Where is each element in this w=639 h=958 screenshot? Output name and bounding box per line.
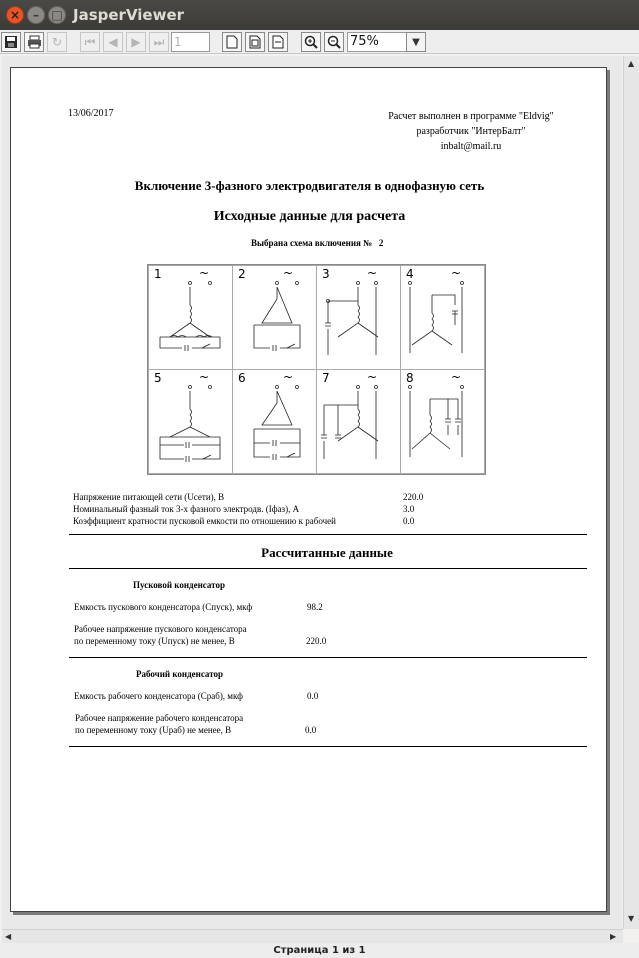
calc-heading: Рассчитанные данные [261,545,393,560]
minimize-window-button[interactable]: – [27,6,45,24]
scheme-2-drawing [254,282,300,352]
scheme-cell: 6 ~ [232,369,317,474]
scroll-left-icon[interactable]: ◀ [5,932,12,941]
report-page [10,67,607,912]
zoom-dropdown-button[interactable] [406,32,426,52]
scheme-cell: 4 ~ [400,265,485,370]
zoom-out-button[interactable] [324,32,344,52]
fit-page-icon [249,35,261,49]
input-label-voltage: Напряжение питающей сети (Uсети), В [73,492,225,502]
previous-page-icon: ◀ [108,35,118,49]
scheme-8-drawing [409,386,464,458]
status-page-label: Страница 1 из 1 [0,943,639,958]
fit-width-button[interactable] [268,32,288,52]
work-cap-heading: Рабочий конденсатор [136,669,224,679]
work-cap-voltage-label-2: по переменному току (Uраб) не менее, В [75,725,232,735]
page-number-input[interactable]: 1 [171,32,210,52]
email-line: inbalt@mail.ru [440,141,502,152]
scheme-6-drawing [254,386,300,461]
window-title: JasperViewer [73,6,185,24]
start-cap-voltage-label-2: по переменному току (Uпуск) не менее, В [74,636,235,646]
scheme-cell: 5 ~ [148,369,233,474]
save-button[interactable] [1,32,21,52]
maximize-window-button[interactable]: □ [48,6,66,24]
start-cap-heading: Пусковой конденсатор [133,580,225,590]
scheme-3-drawing [325,282,378,356]
zoom-out-icon [327,35,341,49]
printer-icon [27,35,42,49]
next-page-icon: ▶ [131,35,141,49]
input-value-voltage: 220.0 [403,492,424,502]
divider [69,746,587,747]
schemes-diagram [147,264,486,475]
vertical-scrollbar[interactable] [623,56,639,929]
scheme-cell: 2 ~ [232,265,317,370]
input-value-current: 3.0 [403,504,415,514]
scheme-number: 2 [378,238,384,248]
work-cap-capacity-value: 0.0 [307,691,319,701]
toolbar [0,30,639,54]
scheme-cell: 7 ~ [316,369,401,474]
fit-page-button[interactable] [245,32,265,52]
start-cap-voltage-value: 220.0 [306,636,327,646]
first-page-button[interactable] [80,32,100,52]
scroll-down-icon[interactable]: ▼ [628,914,635,923]
actual-size-button[interactable] [222,32,242,52]
fit-width-icon [272,35,284,49]
scheme-7-drawing [321,386,378,460]
work-cap-voltage-value: 0.0 [305,725,317,735]
wiring-diagram-drawing [148,265,487,476]
scroll-right-icon[interactable]: ▶ [610,932,617,941]
program-line: Расчет выполнен в программе "Eldvig" [388,111,554,122]
input-label-ratio: Коэффициент кратности пусковой емкости по отношению к рабочей [73,516,336,526]
scheme-label [251,238,383,248]
actual-size-icon [226,35,238,49]
previous-page-button[interactable] [103,32,123,52]
start-cap-capacity-value: 98.2 [307,602,323,612]
reload-icon: ↻ [51,35,63,49]
divider [69,657,587,658]
input-label-current: Номинальный фазный ток 3-х фазного электродв. (Iфаз), А [73,504,300,514]
last-page-icon: ⏭ [153,34,165,49]
scroll-up-icon[interactable]: ▲ [628,59,635,68]
work-cap-capacity-label: Емкость рабочего конденсатора (Cраб), мкф [74,691,243,701]
zoom-in-icon [304,35,318,49]
print-button[interactable] [24,32,44,52]
scheme-cell: 3 ~ [316,265,401,370]
start-cap-voltage-label-1: Рабочее напряжение пускового конденсатора [74,624,247,634]
start-cap-capacity-label: Емкость пускового конденсатора (Cпуск), мкф [74,602,253,612]
divider [69,568,587,569]
first-page-icon: ⏮ [84,34,96,49]
input-heading: Исходные данные для расчета [213,209,406,224]
scheme-1-drawing [160,282,220,352]
divider [69,534,587,535]
scheme-4-drawing [409,282,464,354]
last-page-button[interactable] [149,32,169,52]
scheme-cell: 8 ~ [400,369,485,474]
report-title: Включение 3-фазного электродвигателя в однофазную сеть [134,178,485,193]
horizontal-scrollbar[interactable] [2,929,623,943]
report-date: 13/06/2017 [68,108,114,119]
scheme-cell: 1 ~ [148,265,233,370]
scheme-5-drawing [160,386,220,463]
reload-button[interactable] [47,32,67,52]
input-value-ratio: 0.0 [403,516,415,526]
developer-line: разработчик "ИнтерБалт" [416,126,526,137]
scheme-label-text: Выбрана схема включения № [251,238,373,248]
window-titlebar [0,0,639,30]
zoom-in-button[interactable] [301,32,321,52]
chevron-down-icon: ▼ [412,36,420,48]
save-icon [4,35,18,49]
close-window-button[interactable]: × [6,6,24,24]
work-cap-voltage-label-1: Рабочее напряжение рабочего конденсатора [75,713,244,723]
zoom-combo-input[interactable]: 75% [347,32,407,52]
next-page-button[interactable] [126,32,146,52]
